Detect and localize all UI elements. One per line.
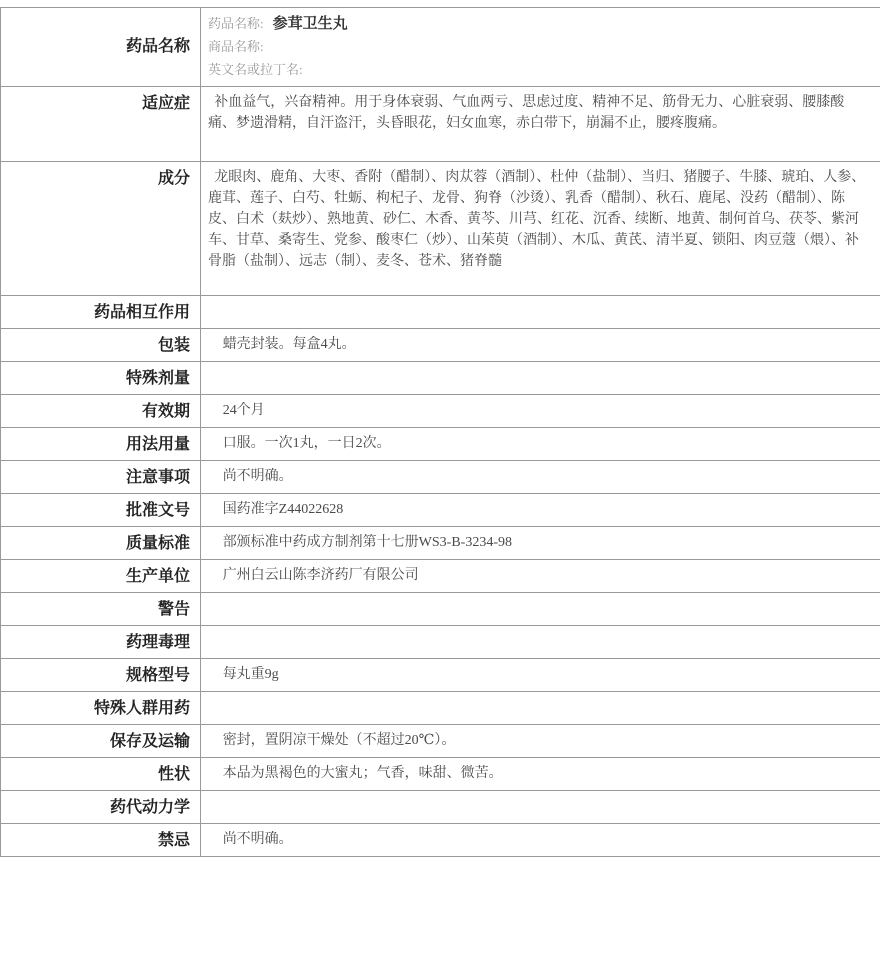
row-value: 部颁标准中药成方制剂第十七册WS3-B-3234-98 — [201, 527, 880, 560]
row-label: 特殊人群用药 — [1, 692, 201, 725]
row-special-dosage — [1, 362, 880, 395]
row-label: 保存及运输 — [1, 725, 201, 758]
generic-name-line — [208, 13, 870, 36]
row-label: 特殊剂量 — [1, 362, 201, 395]
row-value: 尚不明确。 — [201, 824, 880, 857]
row-pharmacology-toxicology — [1, 626, 880, 659]
row-ingredients — [1, 162, 880, 296]
row-label: 注意事项 — [1, 461, 201, 494]
row-value: 补血益气，兴奋精神。用于身体衰弱、气血两亏、思虑过度、精神不足、筋骨无力、心脏衰弱、腰膝酸痛、梦遗滑精，自汗盗汗，头昏眼花，妇女血寒，赤白带下，崩漏不止，腰疼腹痛。 — [201, 87, 880, 162]
row-precautions — [1, 461, 880, 494]
latin-name-prefix: 英文名或拉丁名: — [208, 62, 303, 77]
row-value: 国药准字Z44022628 — [201, 494, 880, 527]
row-label: 有效期 — [1, 395, 201, 428]
row-value: 广州白云山陈李济药厂有限公司 — [201, 560, 880, 593]
row-pharmacokinetics — [1, 791, 880, 824]
trade-name-line — [208, 36, 870, 59]
drug-info-table — [0, 7, 880, 857]
row-quality-standard — [1, 527, 880, 560]
row-value — [201, 362, 880, 395]
row-label: 质量标准 — [1, 527, 201, 560]
row-value: 24个月 — [201, 395, 880, 428]
row-value: 蜡壳封装。每盒4丸。 — [201, 329, 880, 362]
generic-name-value: 参茸卫生丸 — [272, 16, 348, 32]
row-indications — [1, 87, 880, 162]
row-label: 警告 — [1, 593, 201, 626]
row-value — [201, 296, 880, 329]
row-label: 药代动力学 — [1, 791, 201, 824]
row-label: 规格型号 — [1, 659, 201, 692]
row-value: 本品为黑褐色的大蜜丸；气香，味甜、微苦。 — [201, 758, 880, 791]
row-label: 药品相互作用 — [1, 296, 201, 329]
row-manufacturer — [1, 560, 880, 593]
row-label: 性状 — [1, 758, 201, 791]
row-approval-number — [1, 494, 880, 527]
row-value — [201, 593, 880, 626]
row-value: 龙眼肉、鹿角、大枣、香附（醋制）、肉苁蓉（酒制）、杜仲（盐制）、当归、猪腰子、牛膝、琥珀、人参、鹿茸、莲子、白芍、牡蛎、枸杞子、龙骨、狗脊（沙烫）、乳香（醋制）、秋石、鹿尾、没药（醋制）、陈皮、白术（麸炒）、熟地黄、砂仁、木香、黄芩、川芎、红花、沉香、续断、地黄、制何首乌、茯苓、紫河车、甘草、桑寄生、党参、酸枣仁（炒）、山茱萸（酒制）、木瓜、黄芪、清半夏、锁阳、肉豆蔻（煨）、补骨脂（盐制）、远志（制）、麦冬、苍术、猪脊髓 — [201, 162, 880, 296]
row-label: 用法用量 — [1, 428, 201, 461]
row-dosage-usage — [1, 428, 880, 461]
row-drug-name — [1, 8, 880, 87]
row-label: 包装 — [1, 329, 201, 362]
row-special-population — [1, 692, 880, 725]
generic-name-prefix: 药品名称: — [208, 16, 264, 31]
row-value: 尚不明确。 — [201, 461, 880, 494]
row-label: 禁忌 — [1, 824, 201, 857]
row-contraindications — [1, 824, 880, 857]
row-specification — [1, 659, 880, 692]
row-warning — [1, 593, 880, 626]
row-value-drug-name — [201, 8, 880, 87]
row-label: 适应症 — [1, 87, 201, 162]
row-label: 生产单位 — [1, 560, 201, 593]
trade-name-prefix: 商品名称: — [208, 39, 264, 54]
row-description — [1, 758, 880, 791]
row-value: 密封，置阴凉干燥处（不超过20℃）。 — [201, 725, 880, 758]
row-value — [201, 791, 880, 824]
row-label: 批准文号 — [1, 494, 201, 527]
row-storage-transport — [1, 725, 880, 758]
latin-name-line — [208, 59, 870, 82]
row-packaging — [1, 329, 880, 362]
row-interactions — [1, 296, 880, 329]
row-value — [201, 692, 880, 725]
row-label-drug-name: 药品名称 — [1, 8, 201, 87]
row-label: 药理毒理 — [1, 626, 201, 659]
row-shelf-life — [1, 395, 880, 428]
row-value — [201, 626, 880, 659]
row-label: 成分 — [1, 162, 201, 296]
row-value: 口服。一次1丸，一日2次。 — [201, 428, 880, 461]
row-value: 每丸重9g — [201, 659, 880, 692]
